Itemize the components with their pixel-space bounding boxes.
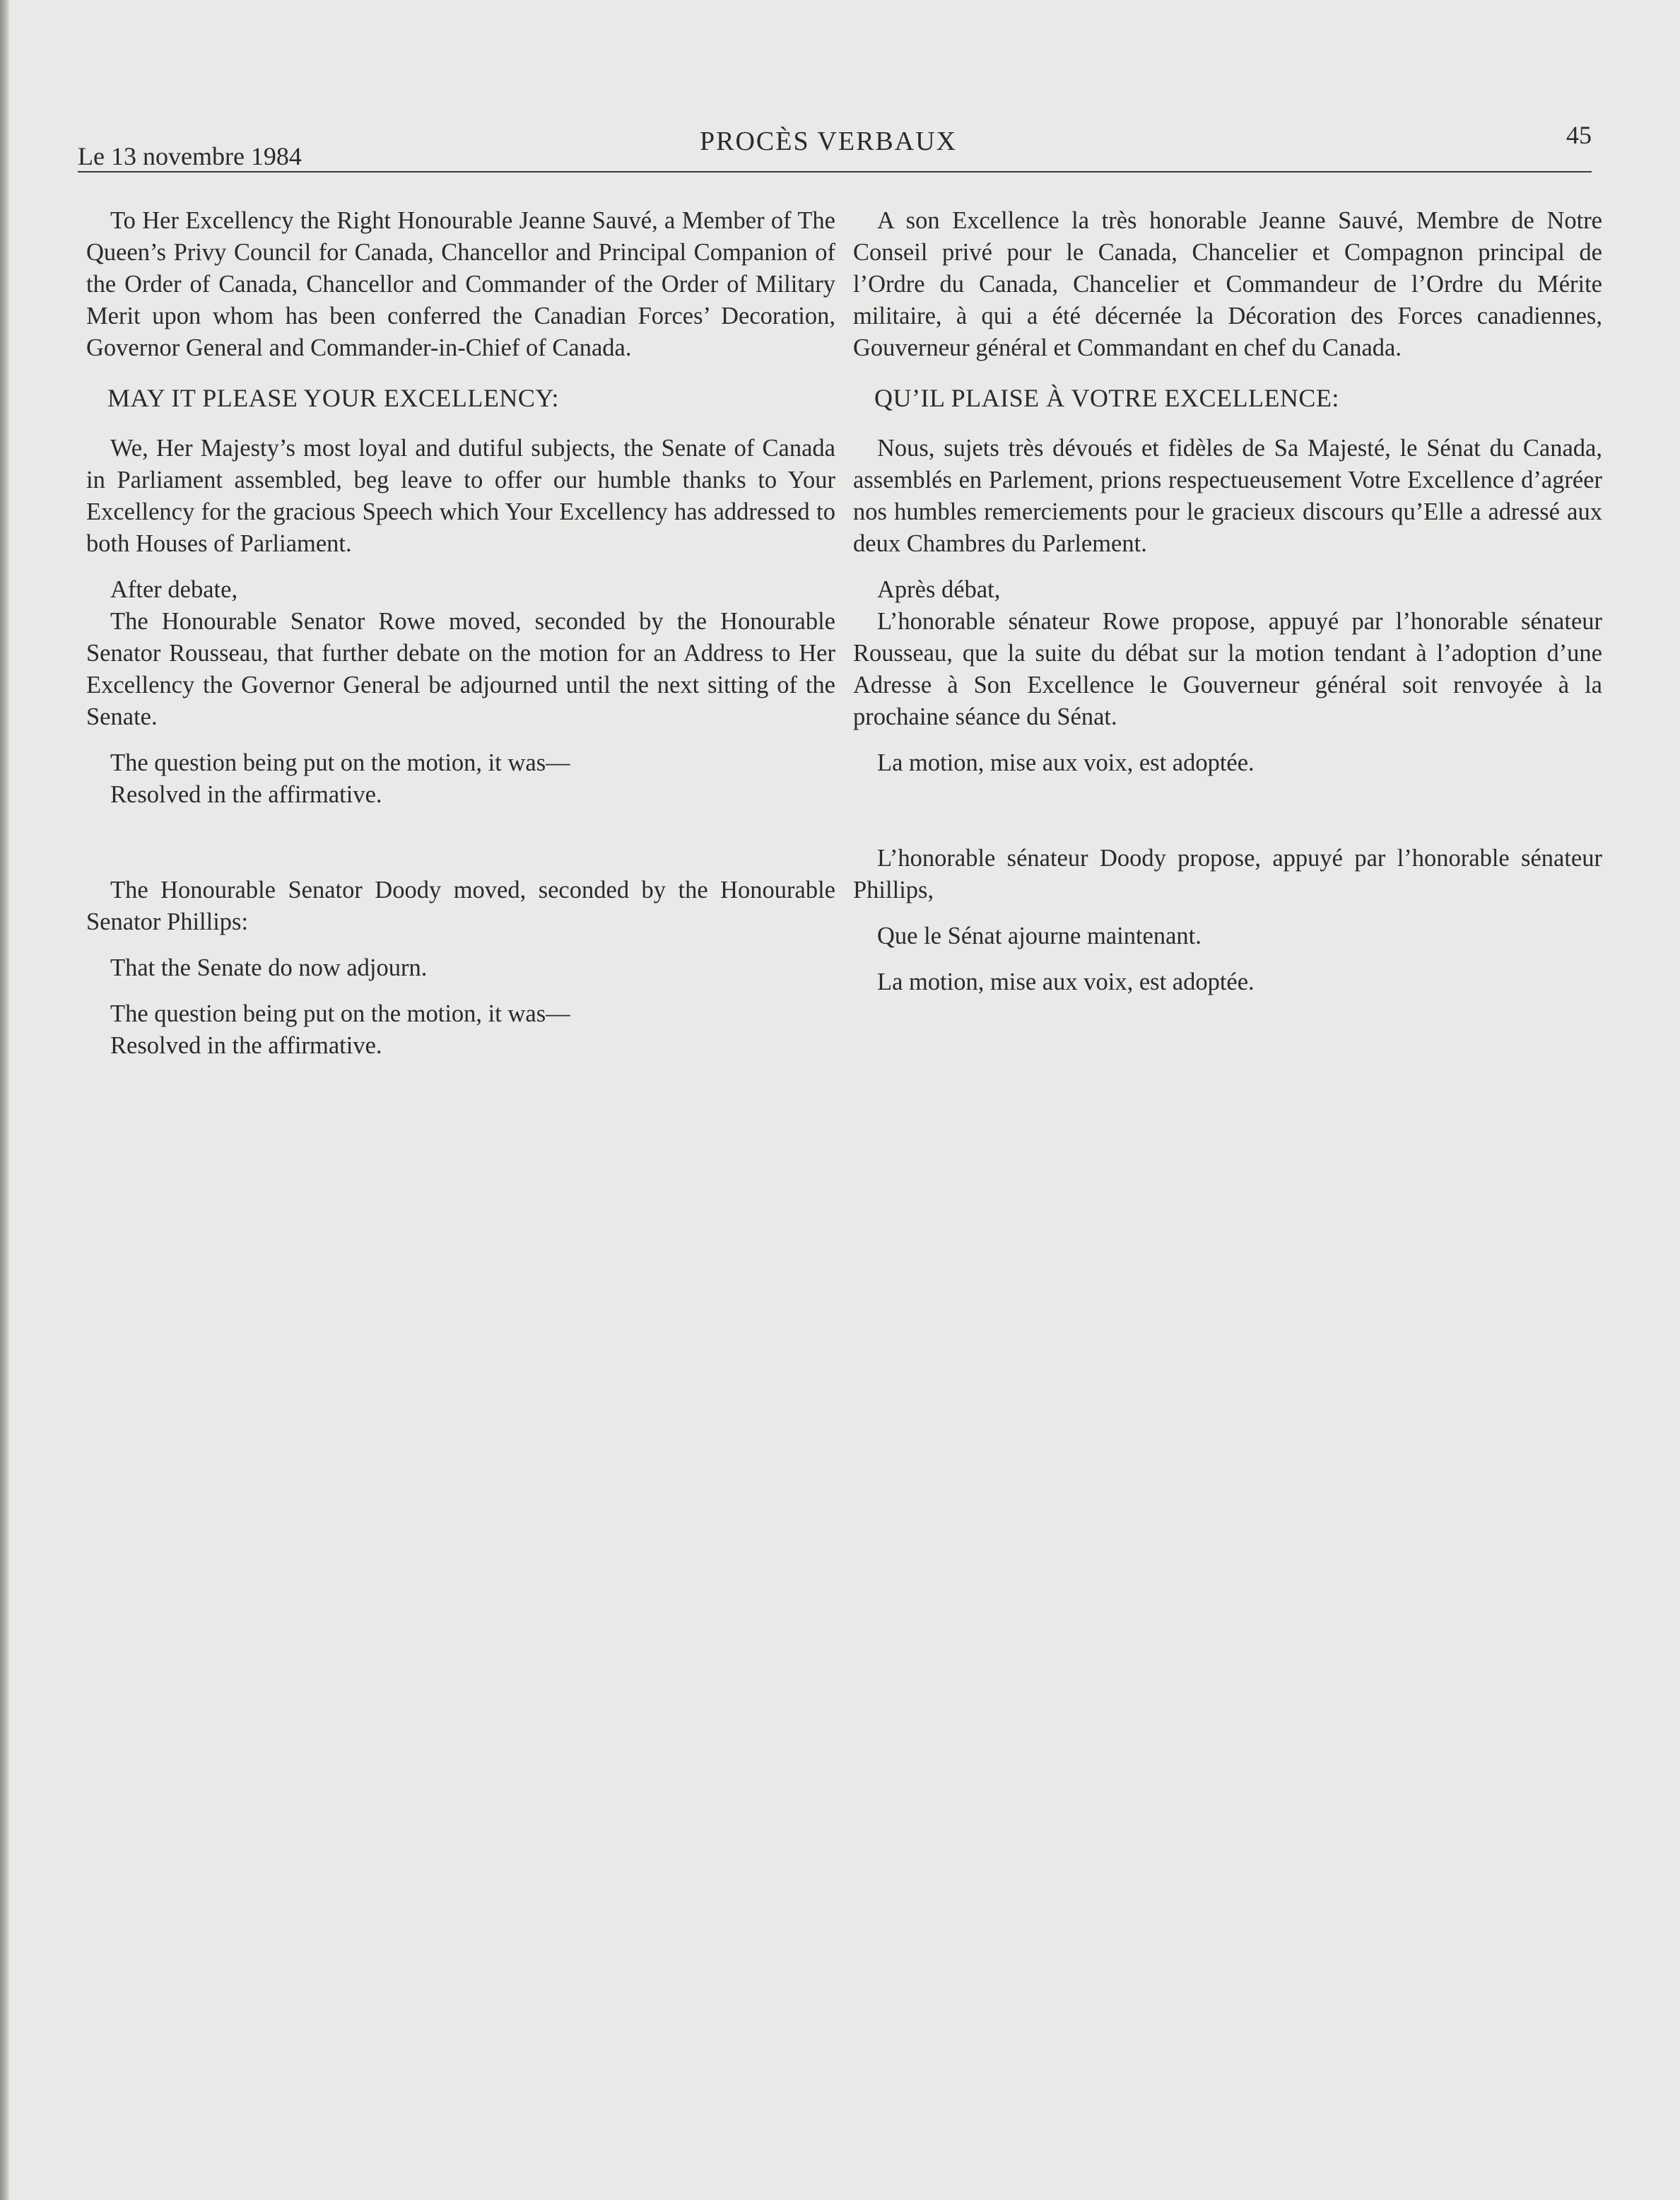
page-header xyxy=(78,120,1592,177)
address-paragraph: To Her Excellency the Right Honourable Jeanne Sauvé, a Member of The Queen’s Privy Council for Canada, Chancellor and Principal Companion of the Order of Canada, Chancellor and Commander of the Order of Military Merit upon whom has been conferred the Canadian Forces’ Decoration, Governor General and Commander-in-Chief of Canada. xyxy=(86,207,835,361)
question-line-2: The question being put on the motion, it was— xyxy=(110,1000,570,1027)
english-column xyxy=(86,205,835,1062)
rowe-motion-paragraph-fr: L’honorable sénateur Rowe propose, appuyé par l’honorable sénateur Rousseau, que la suite du débat sur la motion tendant à l’adoption d’une Adresse à Son Excellence le Gouverneur général soit renvoyée à la prochaine séance du Sénat. xyxy=(853,608,1602,730)
resolved-line-1: Resolved in the affirmative. xyxy=(110,781,382,808)
page-binding-edge xyxy=(0,0,10,2200)
adjourn-line-fr: Que le Sénat ajourne maintenant. xyxy=(877,923,1202,949)
reply-paragraph: We, Her Majesty’s most loyal and dutiful subjects, the Senate of Canada in Parliament assembled, beg leave to offer our humble thanks to Your Excellency for the gracious Speech which Your Excellency has addressed to both Houses of Parliament. xyxy=(86,435,835,557)
adopted-line-1-fr: La motion, mise aux voix, est adoptée. xyxy=(877,749,1255,776)
question-line-1: The question being put on the motion, it was— xyxy=(110,749,570,776)
french-column xyxy=(853,205,1602,998)
adjourn-line: That the Senate do now adjourn. xyxy=(110,954,428,981)
page-number: 45 xyxy=(1566,121,1592,149)
header-title: PROCÈS VERBAUX xyxy=(700,127,958,156)
header-date: Le 13 novembre 1984 xyxy=(78,142,302,170)
after-debate-line: After debate, xyxy=(110,576,238,603)
resolved-line-2: Resolved in the affirmative. xyxy=(110,1032,382,1059)
address-paragraph-fr: A son Excellence la très honorable Jeanne Sauvé, Membre de Notre Conseil privé pour le Canada, Chancelier et Compagnon principal de l’Ordre du Canada, Chancelier et Commandeur de l’Ordre du Mérite militaire, à qui a été décernée la Décoration des Forces canadiennes, Gouverneur général et Commandant en chef du Canada. xyxy=(853,207,1602,361)
header-rule xyxy=(78,171,1592,172)
doody-motion-paragraph: The Honourable Senator Doody moved, seconded by the Honourable Senator Phillips: xyxy=(86,877,835,935)
after-debate-line-fr: Après débat, xyxy=(877,576,1001,603)
rowe-motion-paragraph: The Honourable Senator Rowe moved, seconded by the Honourable Senator Rousseau, that further debate on the motion for an Address to Her Excellency the Governor General be adjourned until the next sitting of the Senate. xyxy=(86,608,835,730)
salutation-heading-fr: QU’IL PLAISE À VOTRE EXCELLENCE: xyxy=(874,384,1339,412)
adopted-line-2-fr: La motion, mise aux voix, est adoptée. xyxy=(877,969,1255,995)
salutation-heading: MAY IT PLEASE YOUR EXCELLENCY: xyxy=(107,384,560,412)
reply-paragraph-fr: Nous, sujets très dévoués et fidèles de Sa Majesté, le Sénat du Canada, assemblés en Parlement, prions respectueusement Votre Excellence d’agréer nos humbles remerciements pour le gracieux discours qu’Elle a adressé aux deux Chambres du Parlement. xyxy=(853,435,1602,557)
doody-motion-paragraph-fr: L’honorable sénateur Doody propose, appuyé par l’honorable sénateur Phillips, xyxy=(853,845,1602,903)
